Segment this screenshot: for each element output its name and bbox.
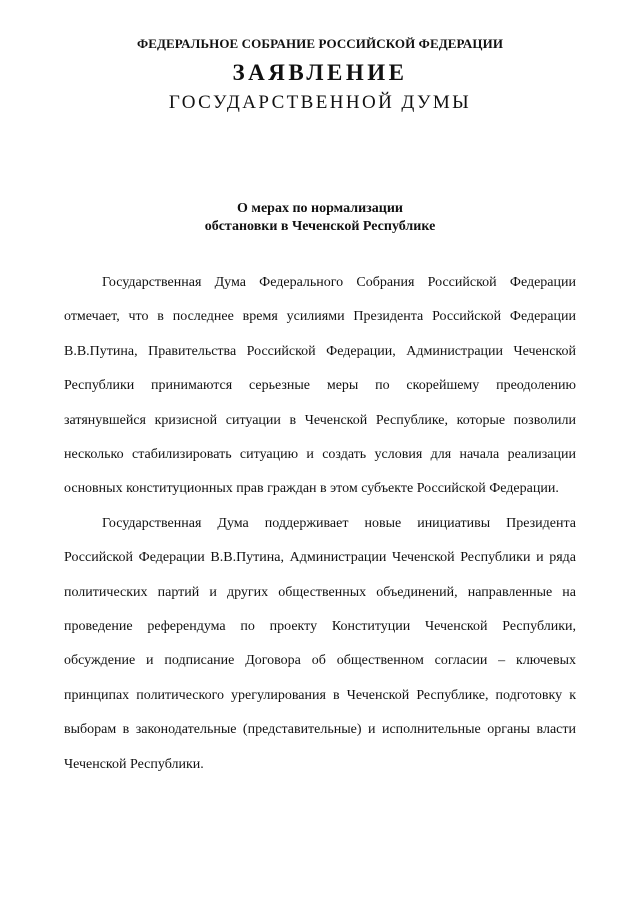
body-paragraph-1: Государственная Дума Федерального Собрания Российской Федерации отмечает, что в последнее время усилиями Президента Российской Федерации В.В.Путина, Правительства Российской Федерации, Администрации Чеченской Республики принимаются серьезные меры по скорейшему преодолению затянувшейся кризисной ситуации в Чеченской Республике, которые позволили несколько стабилизировать ситуацию и создать условия для начала реализации основных конституционных прав граждан в этом субъекте Российской Федерации. bbox=[64, 275, 576, 497]
body-paragraph-2: Государственная Дума поддерживает новые инициативы Президента Российской Федерации В.В.Путина, Администрации Чеченской Республики и ряда политических партий и других общественных объединений, направленные на проведение референдума по проекту Конституции Чеченской Республики, обсуждение и подписание Договора об общественном согласии – ключевых принципах политического урегулирования в Чеченской Республике, подготовку к выборам в законодательные (представительные) и исполнительные органы власти Чеченской Республики. bbox=[64, 515, 576, 772]
document-subtitle: ГОСУДАРСТВЕННОЙ ДУМЫ bbox=[168, 92, 472, 113]
document-title: ЗАЯВЛЕНИЕ bbox=[232, 60, 408, 85]
document-body bbox=[64, 266, 576, 782]
subject-line-2: обстановки в Чеченской Республике bbox=[204, 219, 436, 234]
subject-line-1: О мерах по нормализации bbox=[237, 201, 403, 216]
document-header: ФЕДЕРАЛЬНОЕ СОБРАНИЕ РОССИЙСКОЙ ФЕДЕРАЦИИ bbox=[136, 36, 504, 51]
document-subject bbox=[0, 200, 640, 236]
